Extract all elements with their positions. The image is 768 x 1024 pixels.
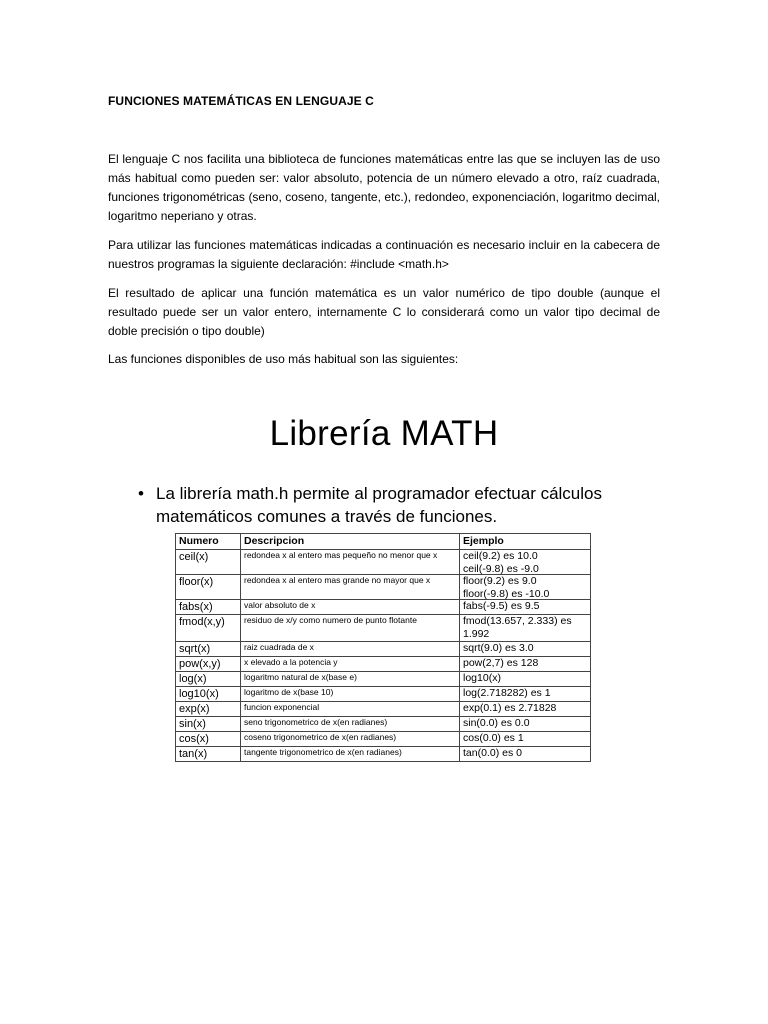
table-row	[176, 687, 591, 702]
header-numero: Numero	[176, 534, 241, 550]
function-name: floor(x)	[176, 575, 241, 600]
header-ejemplo: Ejemplo	[460, 534, 591, 550]
function-example: cos(0.0) es 1	[460, 732, 591, 747]
bullet-icon: •	[138, 484, 144, 503]
function-name: ceil(x)	[176, 550, 241, 575]
function-name: log(x)	[176, 672, 241, 687]
function-name: exp(x)	[176, 702, 241, 717]
function-name: sin(x)	[176, 717, 241, 732]
function-example: sqrt(9.0) es 3.0	[460, 642, 591, 657]
table-row	[176, 747, 591, 762]
table-row	[176, 575, 591, 600]
slide-title: Librería MATH	[269, 414, 499, 453]
function-name: fabs(x)	[176, 600, 241, 615]
function-example: exp(0.1) es 2.71828	[460, 702, 591, 717]
function-description: valor absoluto de x	[241, 600, 460, 615]
function-example: fmod(13.657, 2.333) es 1.992	[460, 615, 591, 642]
table-row	[176, 672, 591, 687]
table-row	[176, 600, 591, 615]
paragraph-include: Para utilizar las funciones matemáticas indicadas a continuación es necesario incluir en la cabecera de nuestros programas la siguiente declaración: #include <math.h>	[108, 238, 660, 271]
math-library-slide-image	[108, 400, 660, 790]
header-descripcion: Descripcion	[241, 534, 460, 550]
math-functions-table	[175, 533, 591, 762]
function-name: cos(x)	[176, 732, 241, 747]
table-row	[176, 732, 591, 747]
paragraph-intro: El lenguaje C nos facilita una biblioteca de funciones matemáticas entre las que se incluyen las de uso más habitual como pueden ser: valor absoluto, potencia de un número elevado a otro, raíz cuadrada, funciones trigonométricas (seno, coseno, tangente, etc.), redondeo, exponenciación, logaritmo decimal, logaritmo neperiano y otras.	[108, 152, 660, 223]
function-description: raiz cuadrada de x	[241, 642, 460, 657]
function-example: pow(2,7) es 128	[460, 657, 591, 672]
paragraph-result-type: El resultado de aplicar una función matemática es un valor numérico de tipo double (aunque el resultado puede ser un valor entero, internamente C lo considerará como un valor tipo decimal de doble precisión o tipo double)	[108, 286, 660, 338]
function-description: residuo de x/y como numero de punto flotante	[241, 615, 460, 642]
function-name: sqrt(x)	[176, 642, 241, 657]
function-description	[241, 575, 460, 600]
example-text: floor(9.2) es 9.0 floor(-9.8) es -10.0	[463, 575, 550, 599]
table-row	[176, 717, 591, 732]
function-description: logaritmo de x(base 10)	[241, 687, 460, 702]
description-text: redondea x al entero mas grande no mayor que x	[244, 575, 431, 585]
function-name: pow(x,y)	[176, 657, 241, 672]
slide-bullet-text: La librería math.h permite al programador efectuar cálculos matemáticos comunes a través de funciones.	[156, 484, 602, 526]
document-title: FUNCIONES MATEMÁTICAS EN LENGUAJE C	[108, 94, 374, 108]
function-description: coseno trigonometrico de x(en radianes)	[241, 732, 460, 747]
function-description: x elevado a la potencia y	[241, 657, 460, 672]
description-text: redondea x al entero mas pequeño no menor que x	[244, 550, 438, 560]
function-example: sin(0.0) es 0.0	[460, 717, 591, 732]
function-example: fabs(-9.5) es 9.5	[460, 600, 591, 615]
table-row	[176, 702, 591, 717]
table-row	[176, 657, 591, 672]
paragraph-available-functions: Las funciones disponibles de uso más habitual son las siguientes:	[108, 352, 459, 366]
function-name: fmod(x,y)	[176, 615, 241, 642]
function-example: log(2.718282) es 1	[460, 687, 591, 702]
table-row	[176, 615, 591, 642]
function-description	[241, 550, 460, 575]
function-description: logaritmo natural de x(base e)	[241, 672, 460, 687]
slide-bullet	[138, 482, 618, 528]
table-row	[176, 550, 591, 575]
function-description: tangente trigonometrico de x(en radianes)	[241, 747, 460, 762]
table-row	[176, 642, 591, 657]
example-text: ceil(9.2) es 10.0 ceil(-9.8) es -9.0	[463, 550, 539, 574]
table-header-row	[176, 534, 591, 550]
function-name: tan(x)	[176, 747, 241, 762]
function-description: seno trigonometrico de x(en radianes)	[241, 717, 460, 732]
function-description: funcion exponencial	[241, 702, 460, 717]
function-example: tan(0.0) es 0	[460, 747, 591, 762]
function-name: log10(x)	[176, 687, 241, 702]
function-example: log10(x)	[460, 672, 591, 687]
function-example	[460, 575, 591, 600]
function-example	[460, 550, 591, 575]
